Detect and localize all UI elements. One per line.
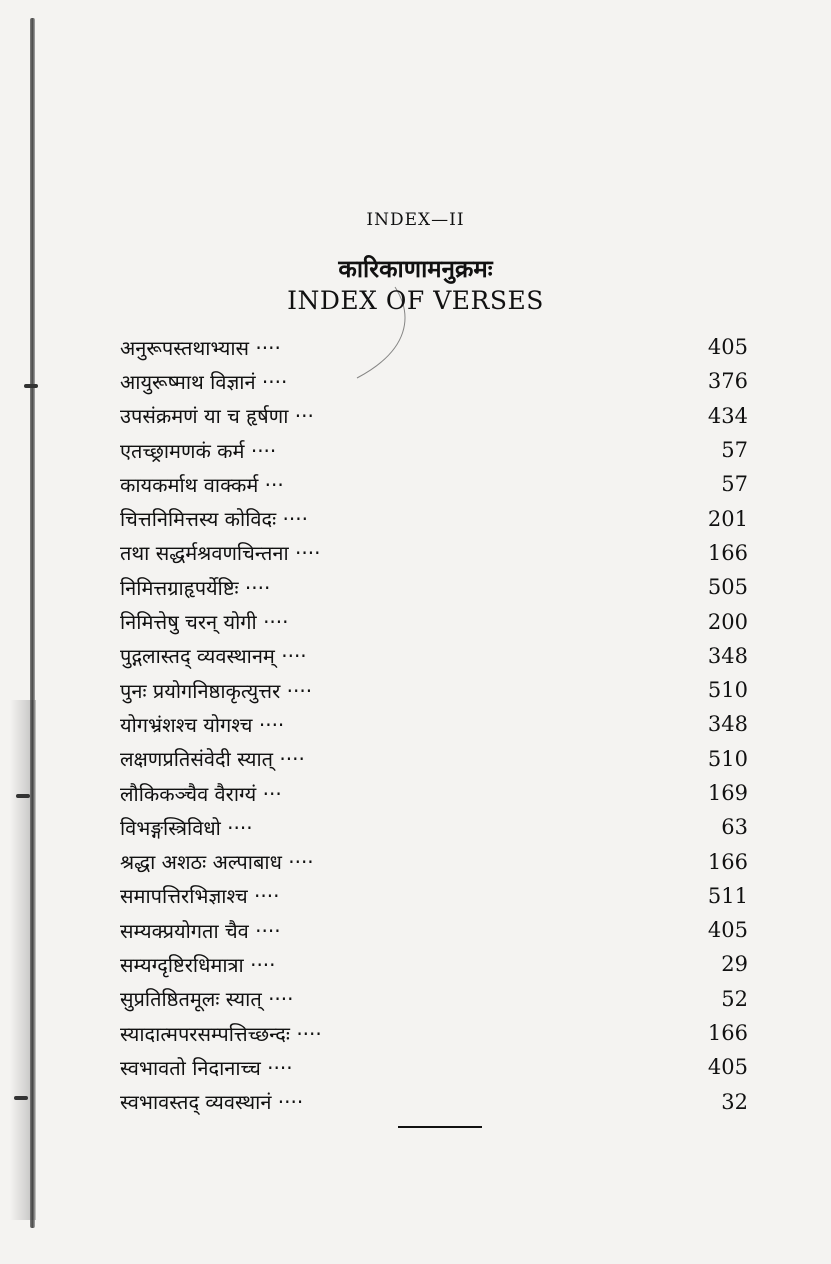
verse-text: योगभ्रंशश्च योगश्च ····: [120, 712, 285, 737]
index-entry: [120, 536, 748, 570]
index-entry: [120, 1016, 748, 1050]
page-number: 57: [721, 438, 748, 463]
page-number: 200: [707, 609, 748, 634]
verse-text: स्वभावतो निदानाच्च ····: [120, 1055, 293, 1080]
index-entry: [120, 982, 748, 1016]
verse-text: तथा सद्धर्मश्रवणचिन्तना ····: [120, 541, 321, 566]
index-entry: [120, 364, 748, 398]
verse-text: निमित्तग्राहृपर्येष्टिः ····: [120, 575, 271, 600]
verse-text: समापत्तिरभिज्ञाश्च ····: [120, 884, 280, 909]
index-entry: [120, 639, 748, 673]
index-entry: [120, 399, 748, 433]
binding-mark: [14, 1096, 28, 1100]
index-entry: [120, 501, 748, 535]
index-entry: [120, 1085, 748, 1119]
verse-text: स्वभावस्तद् व्यवस्थानं ····: [120, 1090, 304, 1115]
title-english: INDEX OF VERSES: [287, 286, 544, 315]
verse-text: पुनः प्रयोगनिष्ठाकृत्युत्तर ····: [120, 678, 313, 703]
index-entry: [120, 879, 748, 913]
verse-text: कायकर्माथ वाक्कर्म ···: [120, 472, 284, 497]
verse-text: चित्तनिमित्तस्य कोविदः ····: [120, 507, 308, 532]
index-entry: [120, 742, 748, 776]
verse-text: एतच्छ्रामणकं कर्म ····: [120, 438, 277, 463]
index-entry: [120, 330, 748, 364]
index-entry: [120, 776, 748, 810]
binding-mark: [16, 794, 30, 798]
page-number: 434: [707, 403, 748, 428]
index-entry: [120, 947, 748, 981]
verse-text: विभङ्गस्त्रिविधो ····: [120, 815, 253, 840]
end-rule: [398, 1126, 482, 1128]
verse-text: सुप्रतिष्ठितमूलः स्यात् ····: [120, 987, 294, 1012]
verse-text: स्यादात्मपरसम्पत्तिच्छन्दः ····: [120, 1021, 322, 1046]
page-number: 166: [707, 1021, 748, 1046]
page-number: 505: [707, 575, 748, 600]
verse-text: सम्यक्प्रयोगता चैव ····: [120, 918, 281, 943]
verse-text: सम्यग्दृष्टिरधिमात्रा ····: [120, 952, 276, 977]
verse-text: श्रद्धा अशठः अल्पाबाध ····: [120, 850, 314, 875]
page-number: 405: [707, 918, 748, 943]
page-number: 405: [707, 1055, 748, 1080]
page-number: 348: [707, 712, 748, 737]
index-entry: [120, 707, 748, 741]
verse-text: निमित्तेषु चरन् योगी ····: [120, 610, 289, 635]
index-entry: [120, 844, 748, 878]
page-number: 511: [707, 883, 748, 908]
binding-mark: [24, 384, 38, 388]
index-entry: [120, 604, 748, 638]
verse-text: अनुरूपस्तथाभ्यास ····: [120, 335, 281, 360]
index-entry: [120, 467, 748, 501]
index-entry: [120, 810, 748, 844]
page-number: 201: [707, 506, 748, 531]
index-entry: [120, 433, 748, 467]
verse-text: आयुरूष्माथ विज्ञानं ····: [120, 369, 288, 394]
verse-text: उपसंक्रमणं या च हृर्षणा ···: [120, 404, 314, 429]
page-number: 348: [707, 643, 748, 668]
page-number: 405: [707, 335, 748, 360]
page-number: 166: [707, 849, 748, 874]
page-number: 32: [721, 1089, 748, 1114]
index-entry: [120, 913, 748, 947]
index-label: INDEX—II: [366, 210, 465, 230]
verse-text: लक्षणप्रतिसंवेदी स्यात् ····: [120, 747, 305, 772]
page-number: 169: [707, 781, 748, 805]
index-entry: [120, 673, 748, 707]
index-entry: [120, 570, 748, 604]
page-number: 510: [707, 746, 748, 771]
index-entry: [120, 1050, 748, 1084]
page-number: 52: [721, 986, 748, 1011]
page-number: 510: [707, 678, 748, 703]
page-number: 376: [707, 369, 748, 394]
binding-edge: [30, 18, 35, 1228]
page-number: 29: [721, 952, 748, 977]
page-number: 57: [721, 472, 748, 497]
page-number: 166: [707, 540, 748, 565]
verse-text: लौकिकञ्चैव वैराग्यं ···: [120, 781, 282, 806]
title-sanskrit: कारिकाणामनुक्रमः: [338, 254, 493, 283]
verse-text: पुद्गलास्तद् व्यवस्थानम् ····: [120, 644, 307, 669]
page-number: 63: [721, 815, 748, 840]
verse-index-list: [120, 330, 748, 1119]
